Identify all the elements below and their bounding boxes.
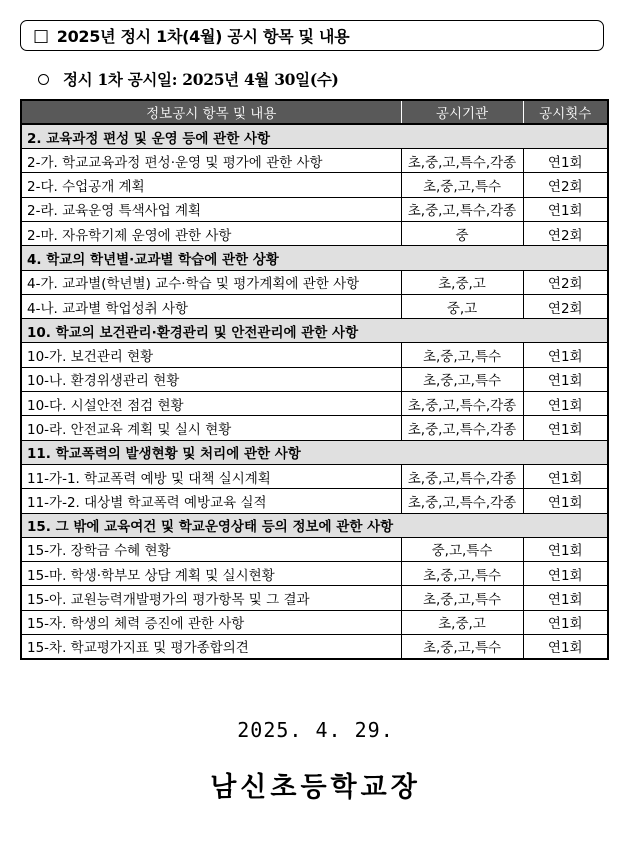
table-row xyxy=(21,562,608,586)
table-row xyxy=(21,610,608,634)
frequency-cell: 연2회 xyxy=(523,221,608,245)
table-row xyxy=(21,586,608,610)
table-row xyxy=(21,149,608,173)
frequency-cell: 연1회 xyxy=(523,416,608,440)
announcement-date-line xyxy=(38,68,339,90)
title-box xyxy=(20,20,604,51)
item-cell: 2-마. 자유학기제 운영에 관한 사항 xyxy=(21,221,401,245)
item-cell: 2-가. 학교교육과정 편성·운영 및 평가에 관한 사항 xyxy=(21,149,401,173)
section-row xyxy=(21,513,608,537)
section-row xyxy=(21,246,608,270)
section-title: 11. 학교폭력의 발생현황 및 처리에 관한 사항 xyxy=(21,440,608,464)
frequency-cell: 연1회 xyxy=(523,537,608,561)
agency-cell: 초,중,고,특수 xyxy=(401,343,523,367)
item-cell: 15-가. 장학금 수혜 현황 xyxy=(21,537,401,561)
circle-bullet-icon xyxy=(38,74,49,85)
agency-cell: 초,중,고,특수 xyxy=(401,367,523,391)
item-cell: 10-라. 안전교육 계획 및 실시 현황 xyxy=(21,416,401,440)
frequency-cell: 연1회 xyxy=(523,610,608,634)
item-cell: 4-나. 교과별 학업성취 사항 xyxy=(21,294,401,318)
frequency-cell: 연1회 xyxy=(523,149,608,173)
item-cell: 11-가-2. 대상별 학교폭력 예방교육 실적 xyxy=(21,489,401,513)
table-row xyxy=(21,489,608,513)
table-row xyxy=(21,367,608,391)
item-cell: 15-아. 교원능력개발평가의 평가항목 및 그 결과 xyxy=(21,586,401,610)
table-row xyxy=(21,294,608,318)
table-row xyxy=(21,173,608,197)
item-cell: 15-마. 학생·학부모 상담 계획 및 실시현황 xyxy=(21,562,401,586)
section-row xyxy=(21,440,608,464)
agency-cell: 초,중,고,특수 xyxy=(401,173,523,197)
announcement-date-text: 정시 1차 공시일: 2025년 4월 30일(수) xyxy=(63,70,339,89)
section-row xyxy=(21,319,608,343)
table-row xyxy=(21,221,608,245)
item-cell: 11-가-1. 학교폭력 예방 및 대책 실시계획 xyxy=(21,464,401,488)
section-row xyxy=(21,124,608,148)
table-header-row xyxy=(21,100,608,124)
agency-cell: 초,중,고,특수 xyxy=(401,562,523,586)
frequency-cell: 연1회 xyxy=(523,367,608,391)
section-title: 2. 교육과정 편성 및 운영 등에 관한 사항 xyxy=(21,124,608,148)
agency-cell: 초,중,고,특수,각종 xyxy=(401,489,523,513)
header-item: 정보공시 항목 및 내용 xyxy=(21,100,401,124)
agency-cell: 초,중,고,특수,각종 xyxy=(401,197,523,221)
frequency-cell: 연1회 xyxy=(523,343,608,367)
header-agency: 공시기관 xyxy=(401,100,523,124)
item-cell: 15-자. 학생의 체력 증진에 관한 사항 xyxy=(21,610,401,634)
item-cell: 15-차. 학교평가지표 및 평가종합의견 xyxy=(21,635,401,659)
frequency-cell: 연1회 xyxy=(523,586,608,610)
agency-cell: 초,중,고 xyxy=(401,610,523,634)
table-row xyxy=(21,635,608,659)
frequency-cell: 연2회 xyxy=(523,270,608,294)
section-title: 15. 그 밖에 교육여건 및 학교운영상태 등의 정보에 관한 사항 xyxy=(21,513,608,537)
agency-cell: 중,고 xyxy=(401,294,523,318)
agency-cell: 초,중,고,특수 xyxy=(401,635,523,659)
frequency-cell: 연1회 xyxy=(523,197,608,221)
document-date: 2025. 4. 29. xyxy=(237,718,394,742)
item-cell: 2-라. 교육운영 특색사업 계획 xyxy=(21,197,401,221)
disclosure-table xyxy=(20,99,609,660)
agency-cell: 중,고,특수 xyxy=(401,537,523,561)
agency-cell: 초,중,고,특수,각종 xyxy=(401,416,523,440)
table-body xyxy=(21,124,608,659)
agency-cell: 초,중,고 xyxy=(401,270,523,294)
agency-cell: 초,중,고,특수 xyxy=(401,586,523,610)
section-title: 10. 학교의 보건관리·환경관리 및 안전관리에 관한 사항 xyxy=(21,319,608,343)
frequency-cell: 연1회 xyxy=(523,464,608,488)
item-cell: 2-다. 수업공개 계획 xyxy=(21,173,401,197)
item-cell: 10-다. 시설안전 점검 현황 xyxy=(21,392,401,416)
frequency-cell: 연1회 xyxy=(523,635,608,659)
agency-cell: 초,중,고,특수,각종 xyxy=(401,392,523,416)
item-cell: 10-나. 환경위생관리 현황 xyxy=(21,367,401,391)
table-row xyxy=(21,197,608,221)
frequency-cell: 연1회 xyxy=(523,392,608,416)
table-row xyxy=(21,343,608,367)
frequency-cell: 연2회 xyxy=(523,294,608,318)
table-row xyxy=(21,392,608,416)
frequency-cell: 연1회 xyxy=(523,562,608,586)
page-title: 2025년 정시 1차(4월) 공시 항목 및 내용 xyxy=(56,27,350,46)
checkbox-marker-icon: □ xyxy=(33,25,49,46)
table-row xyxy=(21,537,608,561)
frequency-cell: 연2회 xyxy=(523,173,608,197)
agency-cell: 초,중,고,특수,각종 xyxy=(401,149,523,173)
item-cell: 4-가. 교과별(학년별) 교수·학습 및 평가계획에 관한 사항 xyxy=(21,270,401,294)
agency-cell: 초,중,고,특수,각종 xyxy=(401,464,523,488)
section-title: 4. 학교의 학년별·교과별 학습에 관한 상황 xyxy=(21,246,608,270)
agency-cell: 중 xyxy=(401,221,523,245)
principal-signature: 남신초등학교장 xyxy=(210,772,421,803)
table-row xyxy=(21,464,608,488)
table-row xyxy=(21,270,608,294)
table-row xyxy=(21,416,608,440)
frequency-cell: 연1회 xyxy=(523,489,608,513)
header-frequency: 공시횟수 xyxy=(523,100,608,124)
item-cell: 10-가. 보건관리 현황 xyxy=(21,343,401,367)
